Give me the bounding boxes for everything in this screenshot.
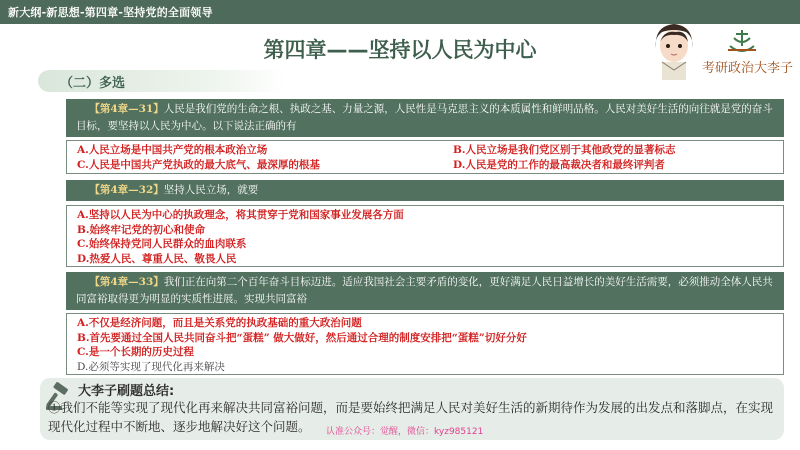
option-a: A.不仅是经济问题，而且是关系党的执政基础的重大政治问题	[77, 317, 362, 329]
option-c: C.始终保持党同人民群众的血肉联系	[77, 238, 247, 250]
summary-body: ①我们不能等实现了现代化再来解决共同富裕问题，而是要始终把满足人民对美好生活的新期待作为发展的出发点和落脚点，在实现现代化过程中不断地、逐步地解决好这个问题。	[48, 400, 774, 434]
page-title: 第四章——坚持以人民为中心	[263, 38, 537, 62]
summary-title: 大李子刷题总结:	[78, 384, 175, 399]
question-stem-32	[66, 180, 784, 201]
question-text: 我们正在向第二个百年奋斗目标迈进。适应我国社会主要矛盾的变化，更好满足人民日益增长的美好生活需要，必须推动全体人民共同富裕取得更为明显的实质性进展。实现共同富裕	[76, 276, 773, 305]
option-a: A.坚持以人民为中心的执政理念，将其贯穿于党和国家事业发展各方面	[77, 209, 404, 221]
brand-logo	[698, 24, 794, 80]
option-d: D.热爱人民、尊重人民、敬畏人民	[77, 252, 237, 265]
option-b: B.始终牢记党的初心和使命	[77, 223, 206, 236]
question-text: 人民是我们党的生命之根、执政之基、力量之源，人民性是马克思主义的本质属性和鲜明品格。人民对美好生活的向往就是党的奋斗目标，要坚持以人民为中心。以下说法正确的有	[76, 103, 773, 132]
question-tag: 【第4章—31】	[89, 103, 164, 115]
question-options-33	[66, 313, 784, 375]
question-tag: 【第4章—33】	[89, 276, 164, 288]
question-options-32	[66, 205, 784, 267]
section-label: （二）多选	[60, 76, 126, 91]
question-text: 坚持人民立场，就要	[163, 184, 259, 196]
option-d: D.必须等实现了现代化再来解决	[77, 360, 225, 373]
option-c: C.是一个长期的历史过程	[77, 346, 194, 358]
watermark: 认准公众号：觉醒，微信：kyz985121	[326, 427, 484, 437]
option-c: C.人民是中国共产党执政的最大底气、最深厚的根基	[77, 158, 320, 171]
question-stem-33	[66, 272, 784, 310]
question-tag: 【第4章—32】	[89, 184, 164, 196]
breadcrumb: 新大纲-新思想-第四章-坚持党的全面领导	[8, 6, 213, 19]
avatar	[650, 18, 698, 80]
option-b: B.人民立场是我们党区别于其他政党的显著标志	[453, 144, 676, 156]
option-d: D.人民是党的工作的最高裁决者和最终评判者	[453, 158, 665, 171]
option-a: A.人民立场是中国共产党的根本政治立场	[77, 144, 268, 156]
question-options-31	[66, 140, 784, 174]
question-stem-31	[66, 99, 784, 137]
logo-text: 考研政治大李子	[702, 61, 794, 76]
option-b: B.首先要通过全国人民共同奋斗把“蛋糕” 做大做好，然后通过合理的制度安排把“蛋糕”切好分好	[77, 331, 527, 344]
